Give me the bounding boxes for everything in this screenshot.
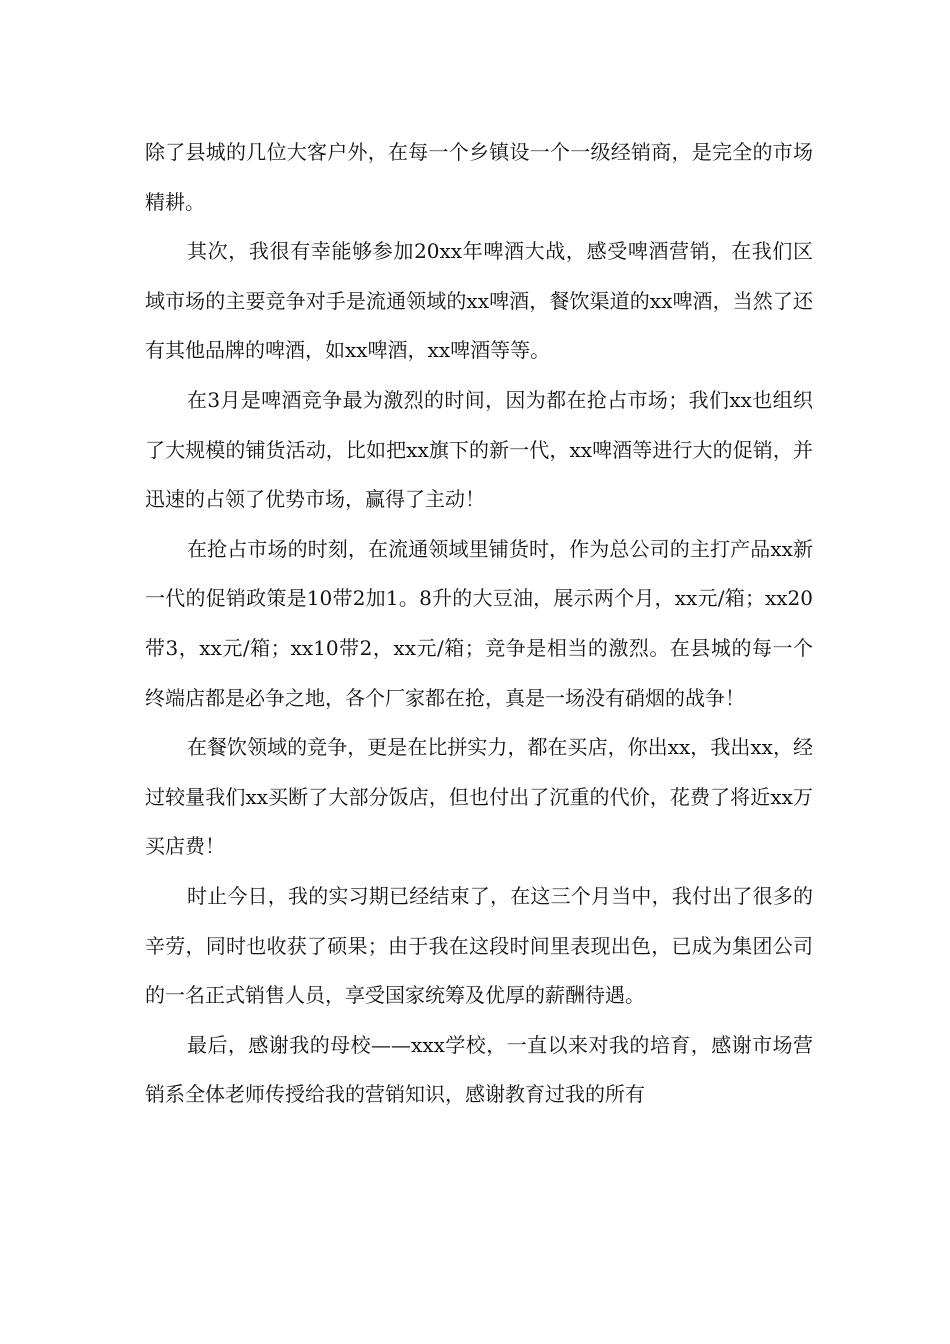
paragraph-7: 最后，感谢我的母校——xxx学校，一直以来对我的培育，感谢市场营销系全体老师传授给我的营销知识，感谢教育过我的所有 (145, 1032, 813, 1107)
document-body (145, 128, 813, 1120)
paragraph-4: 在抢占市场的时刻，在流通领域里铺货时，作为总公司的主打产品xx新一代的促销政策是10带2加1。8升的大豆油，展示两个月，xx元/箱；xx20带3，xx元/箱；xx10带2，xx元/箱；竞争是相当的激烈。在县城的每一个终端店都是必争之地，各个厂家都在抢，真是一场没有硝烟的战争！ (145, 536, 813, 710)
paragraph-6: 时止今日，我的实习期已经结束了，在这三个月当中，我付出了很多的辛劳，同时也收获了硕果；由于我在这段时间里表现出色，已成为集团公司的一名正式销售人员，享受国家统筹及优厚的薪酬待遇。 (145, 883, 813, 1008)
paragraph-5: 在餐饮领域的竞争，更是在比拼实力，都在买店，你出xx，我出xx，经过较量我们xx买断了大部分饭店，但也付出了沉重的代价，花费了将近xx万买店费！ (145, 735, 813, 859)
paragraph-3: 在3月是啤酒竞争最为激烈的时间，因为都在抢占市场；我们xx也组织了大规模的铺货活动，比如把xx旗下的新一代，xx啤酒等进行大的促销，并迅速的占领了优势市场，赢得了主动！ (145, 387, 813, 512)
paragraph-1: 除了县城的几位大客户外，在每一个乡镇设一个一级经销商，是完全的市场精耕。 (145, 140, 813, 214)
paragraph-2: 其次，我很有幸能够参加20xx年啤酒大战，感受啤酒营销，在我们区域市场的主要竞争对手是流通领域的xx啤酒，餐饮渠道的xx啤酒，当然了还有其他品牌的啤酒，如xx啤酒，xx啤酒等等。 (145, 239, 813, 363)
